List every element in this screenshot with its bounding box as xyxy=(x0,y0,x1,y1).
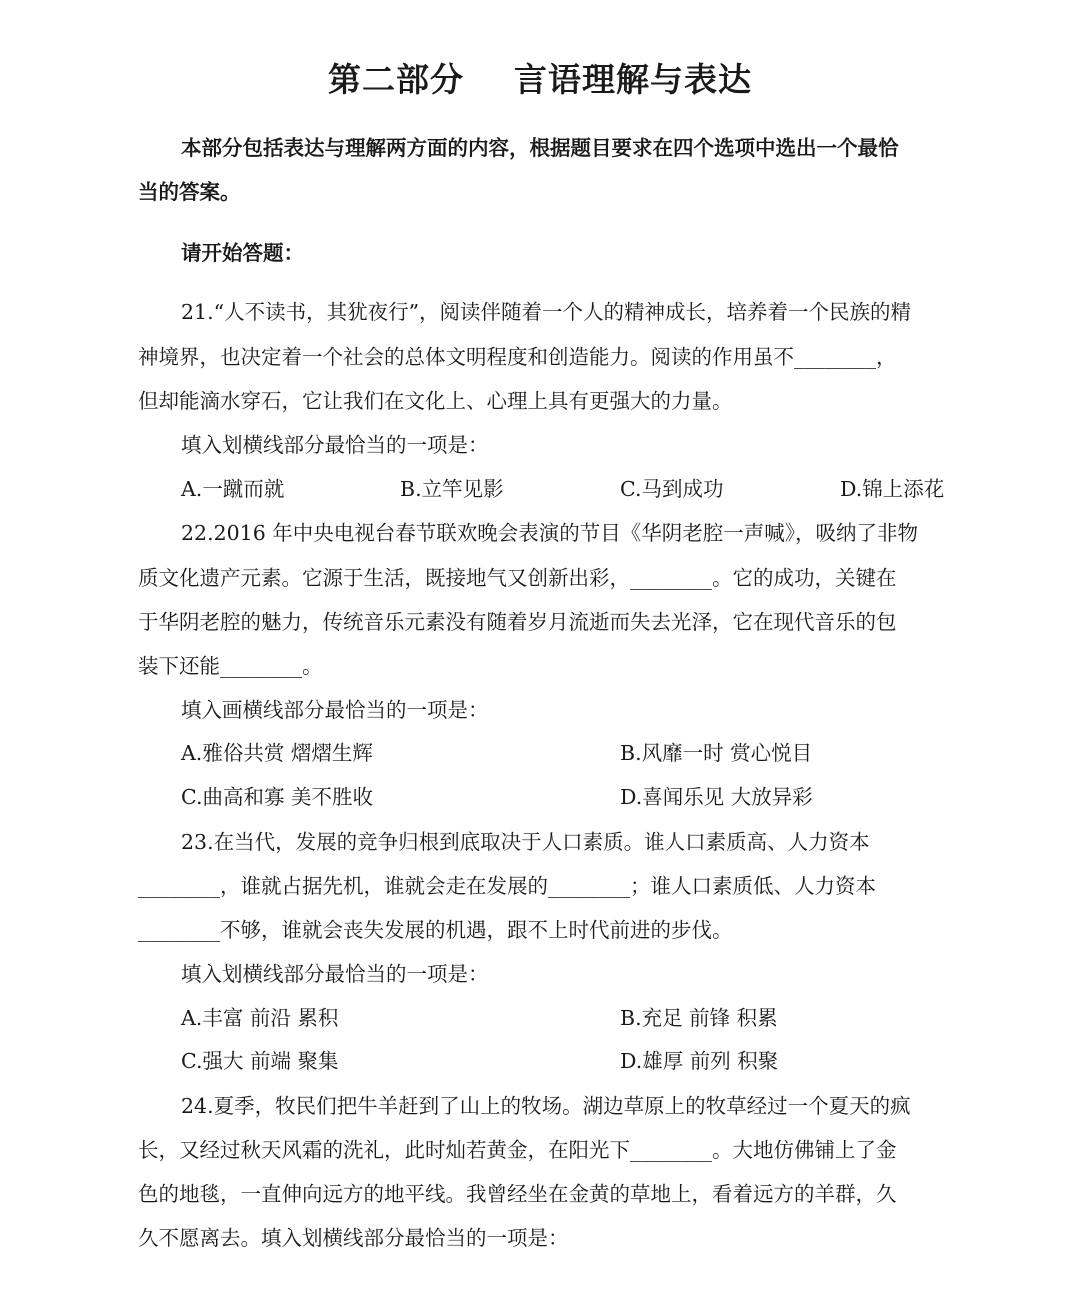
intro-line-2: 当的答案。 xyxy=(138,180,241,204)
q22-line-2: 质文化遗产元素。它源于生活，既接地气又创新出彩，________。它的成功，关键在 xyxy=(138,566,897,590)
q23-option-a[interactable]: A.丰富 前沿 累积 xyxy=(181,1006,339,1030)
q22-prompt: 填入画横线部分最恰当的一项是： xyxy=(181,698,489,722)
q24-line-2: 长，又经过秋天风霜的洗礼，此时灿若黄金，在阳光下________。大地仿佛铺上了金 xyxy=(138,1138,897,1162)
q22-option-a[interactable]: A.雅俗共赏 熠熠生辉 xyxy=(181,741,373,765)
intro-line-1: 本部分包括表达与理解两方面的内容，根据题目要求在四个选项中选出一个最恰 xyxy=(181,136,899,160)
q23-option-c[interactable]: C.强大 前端 聚集 xyxy=(181,1049,339,1073)
q23-line-2: ________，谁就占据先机，谁就会走在发展的________；谁人口素质低、人力资本 xyxy=(138,874,876,898)
q21-line-2: 神境界，也决定着一个社会的总体文明程度和创造能力。阅读的作用虽不________， xyxy=(138,345,897,369)
q21-option-a[interactable]: A.一蹴而就 xyxy=(181,477,285,501)
q21-line-3: 但却能滴水穿石，它让我们在文化上、心理上具有更强大的力量。 xyxy=(138,389,733,413)
q24-line-1: 24.夏季，牧民们把牛羊赶到了山上的牧场。湖边草原上的牧草经过一个夏天的疯 xyxy=(181,1094,911,1118)
q23-line-3: ________不够，谁就会丧失发展的机遇，跟不上时代前进的步伐。 xyxy=(138,918,733,942)
q24-line-4: 久不愿离去。填入划横线部分最恰当的一项是： xyxy=(138,1226,569,1250)
q23-option-d[interactable]: D.雄厚 前列 积聚 xyxy=(620,1049,779,1073)
q22-option-b[interactable]: B.风靡一时 赏心悦目 xyxy=(620,741,813,765)
q23-option-b[interactable]: B.充足 前锋 积累 xyxy=(620,1006,778,1030)
q24-line-3: 色的地毯，一直伸向远方的地平线。我曾经坐在金黄的草地上，看着远方的羊群，久 xyxy=(138,1182,897,1206)
q21-line-1: 21.“人不读书，其犹夜行”，阅读伴随着一个人的精神成长，培养着一个民族的精 xyxy=(181,300,912,324)
q22-line-4: 装下还能________。 xyxy=(138,654,323,678)
q22-line-3: 于华阴老腔的魅力，传统音乐元素没有随着岁月流逝而失去光泽，它在现代音乐的包 xyxy=(138,610,897,634)
start-prompt: 请开始答题： xyxy=(181,241,304,265)
q22-line-1: 22.2016 年中央电视台春节联欢晚会表演的节目《华阴老腔一声喊》，吸纳了非物 xyxy=(181,521,919,545)
q23-line-1: 23.在当代，发展的竞争归根到底取决于人口素质。谁人口素质高、人力资本 xyxy=(181,830,870,854)
q23-prompt: 填入划横线部分最恰当的一项是： xyxy=(181,962,489,986)
q22-option-d[interactable]: D.喜闻乐见 大放异彩 xyxy=(620,785,813,809)
q21-option-d[interactable]: D.锦上添花 xyxy=(840,477,945,501)
section-title: 第二部分 言语理解与表达 xyxy=(328,60,752,99)
q21-option-b[interactable]: B.立竿见影 xyxy=(400,477,504,501)
q21-option-c[interactable]: C.马到成功 xyxy=(620,477,724,501)
q21-prompt: 填入划横线部分最恰当的一项是： xyxy=(181,433,489,457)
q22-option-c[interactable]: C.曲高和寡 美不胜收 xyxy=(181,785,373,809)
